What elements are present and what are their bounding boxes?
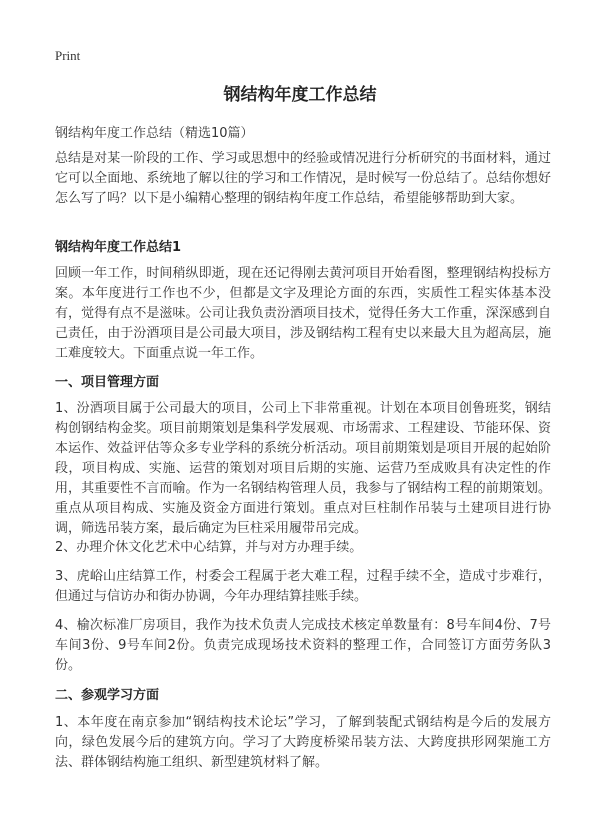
document-title: 钢结构年度工作总结 [223, 85, 377, 105]
list-item: 1、本年度在南京参加“钢结构技术论坛”学习，了解到装配式钢结构是今后的发展方向，绿色发展今后的建筑方向。学习了大跨度桥梁吊装方法、大跨度拱形网架施工方法、群体钢结构施工组织、新型建筑材料了解。 [55, 715, 551, 770]
body-paragraph: 回顾一年工作，时间稍纵即逝，现在还记得刚去黄河项目开始看图，整理钢结构投标方案。本年度进行工作也不少，但都是文字及理论方面的东西，实质性工程实体基本没有，觉得有点不是滋味。公司让我负责汾酒项目技术，觉得任务大工作重，深深感到自己责任，由于汾酒项目是公司最大项目，涉及钢结构工程有史以来最大且为超高层，施工难度较大。下面重点说一年工作。 [55, 266, 551, 361]
list-item: 1、汾酒项目属于公司最大的项目，公司上下非常重视。计划在本项目创鲁班奖，钢结构创钢结构金奖。项目前期策划是集科学发展观、市场需求、工程建设、节能环保、资本运作、效益评估等众多专业学科的系统分析活动。项目前期策划是项目开展的起始阶段，项目构成、实施、运营的策划对项目后期的实施、运营乃至成败具有决定性的作用，其重要性不言而喻。作为一名钢结构管理人员，我参与了钢结构工程的前期策划。重点从项目构成、实施及资金方面进行策划。重点对巨柱制作吊装与土建项目进行协调，筛选吊装方案，最后确定为巨柱采用履带吊完成。 [55, 401, 551, 536]
heading-project-management: 一、项目管理方面 [55, 375, 160, 390]
heading-study: 二、参观学习方面 [55, 688, 160, 703]
list-item: 2、办理介休文化艺术中心结算，并与对方办理手续。 [55, 540, 363, 555]
list-item: 3、虎峪山庄结算工作，村委会工程属于老大难工程，过程手续不全，造成寸步难行，但通过与信访办和街办协调，今年办理结算挂账手续。 [55, 569, 551, 604]
document-subtitle: 钢结构年度工作总结（精选10篇） [55, 126, 254, 141]
intro-paragraph: 总结是对某一阶段的工作、学习或思想中的经验或情况进行分析研究的书面材料，通过它可以全面地、系统地了解以往的学习和工作情况，是时候写一份总结了。总结你想好怎么写了吗？以下是小编精心整理的钢结构年度工作总结，希望能够帮助到大家。 [55, 151, 551, 206]
list-item: 4、榆次标准厂房项目，我作为技术负责人完成技术核定单数量有：8号车间4份、7号车间3份、9号车间2份。负责完成现场技术资料的整理工作，合同签订方面劳务队3份。 [55, 618, 551, 673]
section-title: 钢结构年度工作总结1 [55, 240, 182, 255]
print-link[interactable]: Print [55, 48, 81, 63]
